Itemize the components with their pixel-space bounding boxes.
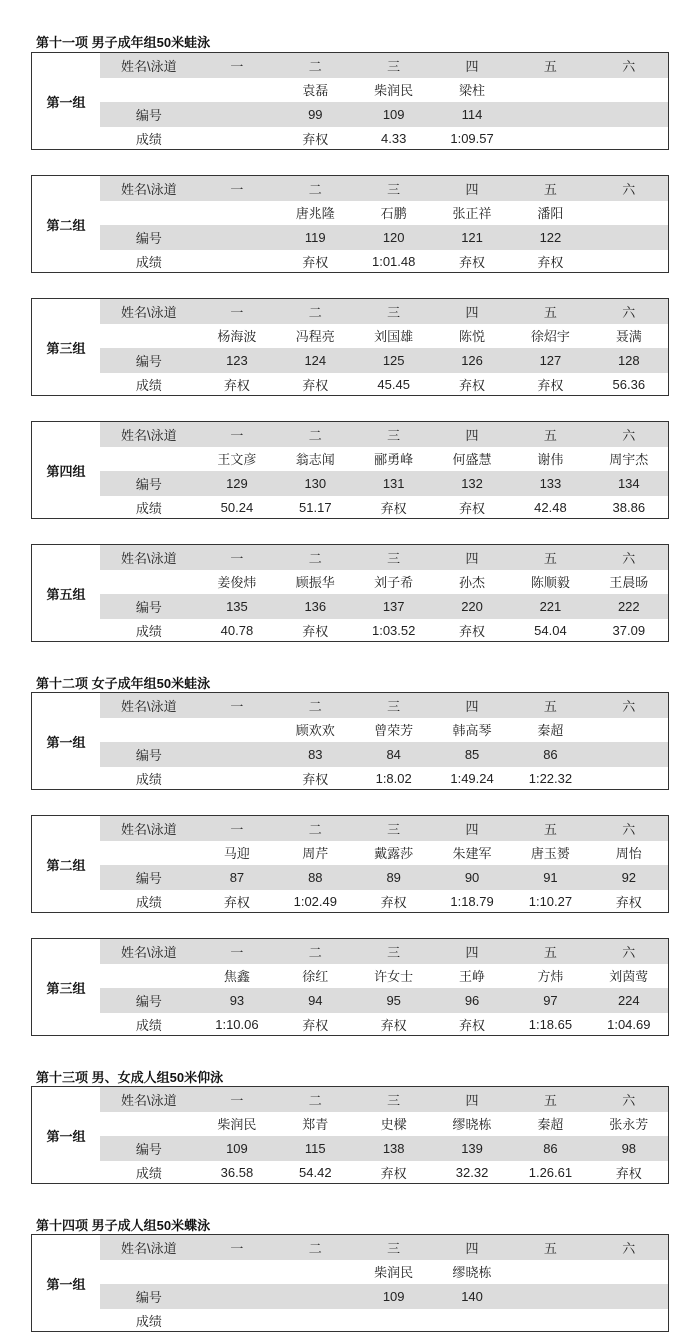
result-row [100,373,668,397]
swimmer-name: 缪晓栋 [433,1262,511,1281]
swimmer-name: 陈顺毅 [511,572,589,591]
swimmer-result: 弃权 [276,129,354,148]
swimmer-result: 弃权 [354,1015,432,1034]
swimmer-name: 焦鑫 [198,966,276,985]
lane-number: 二 [276,548,354,567]
swimmer-name: 缪晓栋 [433,1114,511,1133]
lane-number: 三 [354,548,432,567]
swimmer-name: 杨海波 [198,326,276,345]
swimmer-id: 109 [354,1289,432,1304]
result-row [100,767,668,791]
swimmer-result: 1:10.27 [511,894,589,909]
swimmer-result: 弃权 [198,892,276,911]
lane-number: 五 [511,1090,589,1109]
swimmer-result: 42.48 [511,500,589,515]
swimmer-name: 潘阳 [511,203,589,222]
swimmer-result: 弃权 [276,252,354,271]
lane-number: 四 [433,425,511,444]
swimmer-id: 87 [198,870,276,885]
swimmer-row [100,718,668,743]
lane-header-row [100,53,668,78]
swimmer-row [100,570,668,595]
swimmer-name: 陈悦 [433,326,511,345]
lane-header-label: 姓名\泳道 [100,696,198,715]
lane-number: 五 [511,56,589,75]
swimmer-name: 石鹏 [354,203,432,222]
lane-number: 五 [511,548,589,567]
swimmer-id: 124 [276,353,354,368]
lane-number: 一 [198,548,276,567]
lane-number: 五 [511,302,589,321]
event-title: 第十四项 男子成人组50米蝶泳 [36,1215,210,1234]
swimmer-result: 弃权 [276,621,354,640]
swimmer-id: 86 [511,1141,589,1156]
swimmer-id: 86 [511,747,589,762]
swimmer-row [100,78,668,103]
swimmer-name: 张正祥 [433,203,511,222]
swimmer-result: 1:09.57 [433,131,511,146]
swimmer-name: 史樑 [354,1114,432,1133]
lane-number: 四 [433,1238,511,1257]
swimmer-id: 140 [433,1289,511,1304]
swimmer-result: 32.32 [433,1165,511,1180]
group-label: 第一组 [32,693,100,789]
swimmer-result: 弃权 [276,1015,354,1034]
swimmer-result: 弃权 [433,1015,511,1034]
swimmer-result: 弃权 [511,375,589,394]
swimmer-result: 弃权 [433,621,511,640]
result-row [100,127,668,151]
swimmer-name: 翁志闻 [276,449,354,468]
swimmer-name: 许女士 [354,966,432,985]
swimmer-id: 83 [276,747,354,762]
id-label: 编号 [100,228,198,247]
swimmer-id: 139 [433,1141,511,1156]
group-table [31,52,669,150]
swimmer-name: 张永芳 [590,1114,668,1133]
swimmer-name: 袁磊 [276,80,354,99]
lane-header-row [100,816,668,841]
id-row [100,102,668,127]
result-row [100,1161,668,1185]
swimmer-id: 96 [433,993,511,1008]
swimmer-name: 徐红 [276,966,354,985]
lane-header-label: 姓名\泳道 [100,302,198,321]
swimmer-id: 133 [511,476,589,491]
swimmer-result: 45.45 [354,377,432,392]
swimmer-name: 王文彦 [198,449,276,468]
group-table [31,298,669,396]
lane-number: 六 [590,179,668,198]
lane-number: 六 [590,548,668,567]
lane-number: 四 [433,942,511,961]
lane-header-row [100,1087,668,1112]
swimmer-name: 周怡 [590,843,668,862]
lane-number: 一 [198,819,276,838]
lane-number: 一 [198,1238,276,1257]
swimmer-result: 37.09 [590,623,668,638]
swimmer-result: 1:01.48 [354,254,432,269]
swimmer-name: 孙杰 [433,572,511,591]
swimmer-id: 89 [354,870,432,885]
group-label: 第五组 [32,545,100,641]
swimmer-result: 1:49.24 [433,771,511,786]
lane-header-label: 姓名\泳道 [100,548,198,567]
lane-number: 六 [590,425,668,444]
swimmer-id: 115 [276,1141,354,1156]
lane-header-label: 姓名\泳道 [100,1090,198,1109]
swimmer-result: 50.24 [198,500,276,515]
lane-number: 一 [198,942,276,961]
lane-number: 五 [511,696,589,715]
lane-number: 三 [354,696,432,715]
swimmer-id: 90 [433,870,511,885]
swimmer-result: 弃权 [433,498,511,517]
result-row [100,1013,668,1037]
swimmer-id: 114 [433,107,511,122]
swimmer-id: 93 [198,993,276,1008]
lane-header-row [100,176,668,201]
group-table [31,692,669,790]
swimmer-result: 38.86 [590,500,668,515]
event-title: 第十二项 女子成年组50米蛙泳 [36,673,210,692]
swimmer-id: 121 [433,230,511,245]
swimmer-row [100,1260,668,1285]
lane-number: 一 [198,56,276,75]
swimmer-id: 132 [433,476,511,491]
lane-number: 二 [276,1090,354,1109]
swimmer-result: 51.17 [276,500,354,515]
result-label: 成绩 [100,498,198,517]
lane-number: 五 [511,942,589,961]
result-label: 成绩 [100,621,198,640]
swimmer-id: 136 [276,599,354,614]
swimmer-name: 聂满 [590,326,668,345]
group-table [31,421,669,519]
lane-header-label: 姓名\泳道 [100,179,198,198]
lane-number: 四 [433,56,511,75]
lane-header-label: 姓名\泳道 [100,942,198,961]
swimmer-id: 125 [354,353,432,368]
swimmer-result: 弃权 [354,892,432,911]
lane-number: 一 [198,696,276,715]
result-label: 成绩 [100,1163,198,1182]
swimmer-id: 84 [354,747,432,762]
id-row [100,471,668,496]
swimmer-id: 123 [198,353,276,368]
swimmer-name: 马迎 [198,843,276,862]
id-label: 编号 [100,1139,198,1158]
group-label: 第三组 [32,299,100,395]
id-row [100,1136,668,1161]
lane-number: 四 [433,819,511,838]
swimmer-id: 224 [590,993,668,1008]
lane-number: 二 [276,1238,354,1257]
lane-header-row [100,299,668,324]
swimmer-result: 弃权 [433,375,511,394]
lane-header-row [100,939,668,964]
lane-header-label: 姓名\泳道 [100,1238,198,1257]
swimmer-name: 柴润民 [354,80,432,99]
swimmer-result: 1:10.06 [198,1017,276,1032]
result-label: 成绩 [100,1311,198,1330]
result-label: 成绩 [100,892,198,911]
group-table [31,544,669,642]
swimmer-id: 91 [511,870,589,885]
swimmer-name: 朱建军 [433,843,511,862]
swimmer-name: 刘国雄 [354,326,432,345]
lane-number: 二 [276,696,354,715]
id-label: 编号 [100,745,198,764]
swimmer-row [100,201,668,226]
lane-number: 二 [276,425,354,444]
id-label: 编号 [100,868,198,887]
swimmer-result: 1:8.02 [354,771,432,786]
swimmer-name: 曾荣芳 [354,720,432,739]
swimmer-result: 1:03.52 [354,623,432,638]
lane-number: 五 [511,819,589,838]
swimmer-name: 顾欢欢 [276,720,354,739]
group-label: 第二组 [32,176,100,272]
swimmer-result: 1:02.49 [276,894,354,909]
swimmer-name: 唐玉赟 [511,843,589,862]
group-table [31,175,669,273]
swimmer-id: 95 [354,993,432,1008]
lane-number: 五 [511,425,589,444]
swimmer-name: 柴润民 [198,1114,276,1133]
swimmer-id: 137 [354,599,432,614]
event-title: 第十三项 男、女成人组50米仰泳 [36,1067,223,1086]
id-row [100,1284,668,1309]
swimmer-id: 109 [198,1141,276,1156]
swimmer-id: 119 [276,230,354,245]
id-label: 编号 [100,105,198,124]
swimmer-row [100,1112,668,1137]
result-row [100,496,668,520]
lane-header-row [100,693,668,718]
swimmer-row [100,324,668,349]
swimmer-row [100,447,668,472]
swimmer-result: 1:18.65 [511,1017,589,1032]
id-row [100,865,668,890]
id-label: 编号 [100,351,198,370]
swimmer-id: 122 [511,230,589,245]
swimmer-name: 顾振华 [276,572,354,591]
swimmer-result: 弃权 [276,375,354,394]
lane-number: 一 [198,179,276,198]
lane-number: 三 [354,1238,432,1257]
swimmer-id: 134 [590,476,668,491]
lane-number: 三 [354,1090,432,1109]
swimmer-result: 4.33 [354,131,432,146]
swimmer-row [100,841,668,866]
swimmer-id: 128 [590,353,668,368]
result-label: 成绩 [100,1015,198,1034]
result-label: 成绩 [100,129,198,148]
id-label: 编号 [100,597,198,616]
lane-number: 六 [590,942,668,961]
swimmer-name: 徐炤宇 [511,326,589,345]
swimmer-name: 戴露莎 [354,843,432,862]
swimmer-name: 秦超 [511,1114,589,1133]
lane-number: 二 [276,819,354,838]
lane-number: 二 [276,302,354,321]
lane-number: 五 [511,1238,589,1257]
swimmer-id: 220 [433,599,511,614]
swimmer-id: 127 [511,353,589,368]
lane-number: 三 [354,56,432,75]
swimmer-name: 梁柱 [433,80,511,99]
lane-number: 六 [590,56,668,75]
swimmer-id: 120 [354,230,432,245]
swimmer-result: 弃权 [433,252,511,271]
group-label: 第一组 [32,1087,100,1183]
swimmer-name: 刘茵莺 [590,966,668,985]
id-label: 编号 [100,991,198,1010]
lane-header-label: 姓名\泳道 [100,819,198,838]
swimmer-id: 85 [433,747,511,762]
lane-number: 六 [590,696,668,715]
group-label: 第二组 [32,816,100,912]
swimmer-name: 唐兆隆 [276,203,354,222]
lane-number: 六 [590,1090,668,1109]
id-row [100,742,668,767]
group-table [31,1086,669,1184]
lane-number: 四 [433,696,511,715]
result-row [100,890,668,914]
swimmer-name: 方炜 [511,966,589,985]
swimmer-id: 92 [590,870,668,885]
swimmer-result: 1:18.79 [433,894,511,909]
group-label: 第一组 [32,53,100,149]
swimmer-id: 130 [276,476,354,491]
result-row [100,1309,668,1332]
swimmer-id: 109 [354,107,432,122]
swimmer-id: 135 [198,599,276,614]
id-label: 编号 [100,474,198,493]
swimmer-result: 弃权 [198,375,276,394]
result-label: 成绩 [100,375,198,394]
lane-header-row [100,422,668,447]
swimmer-result: 1:04.69 [590,1017,668,1032]
lane-number: 三 [354,302,432,321]
swimmer-result: 弃权 [276,769,354,788]
swimmer-id: 99 [276,107,354,122]
swimmer-result: 弃权 [590,892,668,911]
lane-number: 一 [198,302,276,321]
swimmer-name: 韩高琴 [433,720,511,739]
lane-number: 三 [354,179,432,198]
swimmer-result: 弃权 [511,252,589,271]
swimmer-name: 秦超 [511,720,589,739]
swimmer-id: 221 [511,599,589,614]
result-row [100,619,668,643]
lane-header-label: 姓名\泳道 [100,56,198,75]
lane-number: 二 [276,942,354,961]
group-label: 第三组 [32,939,100,1035]
id-row [100,594,668,619]
swimmer-result: 56.36 [590,377,668,392]
id-row [100,225,668,250]
result-label: 成绩 [100,252,198,271]
swimmer-result: 弃权 [354,1163,432,1182]
lane-number: 四 [433,548,511,567]
swimmer-name: 郦勇峰 [354,449,432,468]
lane-number: 六 [590,1238,668,1257]
lane-number: 一 [198,425,276,444]
lane-number: 六 [590,819,668,838]
swimmer-id: 97 [511,993,589,1008]
swimmer-name: 姜俊炜 [198,572,276,591]
group-table [31,1234,669,1332]
lane-number: 二 [276,179,354,198]
id-row [100,348,668,373]
lane-header-label: 姓名\泳道 [100,425,198,444]
group-table [31,815,669,913]
swimmer-name: 王晨旸 [590,572,668,591]
lane-number: 五 [511,179,589,198]
swimmer-result: 1.26.61 [511,1165,589,1180]
lane-number: 三 [354,425,432,444]
event-title: 第十一项 男子成年组50米蛙泳 [36,32,210,51]
swimmer-result: 54.42 [276,1165,354,1180]
group-table [31,938,669,1036]
swimmer-name: 冯程亮 [276,326,354,345]
swimmer-id: 88 [276,870,354,885]
lane-number: 四 [433,179,511,198]
swimmer-id: 98 [590,1141,668,1156]
swimmer-name: 谢伟 [511,449,589,468]
result-label: 成绩 [100,769,198,788]
swimmer-name: 刘子希 [354,572,432,591]
lane-number: 二 [276,56,354,75]
swimmer-id: 94 [276,993,354,1008]
swimmer-name: 周宇杰 [590,449,668,468]
swimmer-result: 36.58 [198,1165,276,1180]
id-label: 编号 [100,1287,198,1306]
swimmer-id: 131 [354,476,432,491]
swimmer-id: 129 [198,476,276,491]
group-label: 第四组 [32,422,100,518]
lane-number: 四 [433,302,511,321]
lane-number: 一 [198,1090,276,1109]
swimmer-name: 郑青 [276,1114,354,1133]
lane-number: 六 [590,302,668,321]
swimmer-result: 弃权 [354,498,432,517]
swimmer-name: 周芹 [276,843,354,862]
swimmer-result: 弃权 [590,1163,668,1182]
swimmer-name: 柴润民 [354,1262,432,1281]
swimmer-id: 126 [433,353,511,368]
result-row [100,250,668,274]
lane-number: 四 [433,1090,511,1109]
group-label: 第一组 [32,1235,100,1331]
lane-number: 三 [354,942,432,961]
lane-header-row [100,545,668,570]
swimmer-result: 54.04 [511,623,589,638]
swimmer-result: 40.78 [198,623,276,638]
id-row [100,988,668,1013]
lane-number: 三 [354,819,432,838]
swimmer-id: 138 [354,1141,432,1156]
swimmer-row [100,964,668,989]
swimmer-name: 何盛慧 [433,449,511,468]
swimmer-id: 222 [590,599,668,614]
lane-header-row [100,1235,668,1260]
swimmer-name: 王峥 [433,966,511,985]
swimmer-result: 1:22.32 [511,771,589,786]
